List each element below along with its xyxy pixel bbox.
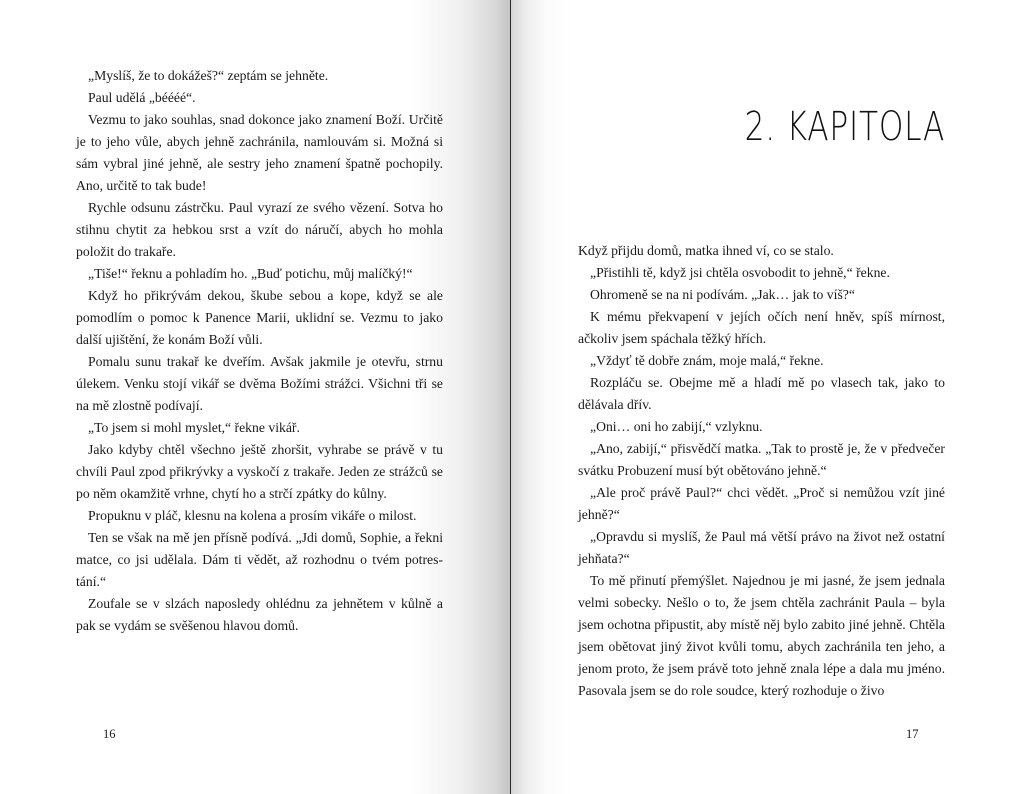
right-page (511, 0, 1021, 794)
paragraph: Když ho přikrývám dekou, škube sebou a kope, když se ale pomodlím o pomoc k Panence Marii, uklidní se. Vezmu to jako další ujištění, že konám Boží vůli. (76, 288, 443, 347)
left-page (0, 0, 510, 794)
paragraph: „Přistihli tě, když jsi chtěla osvobodit to jehně,“ řekne. (590, 265, 890, 280)
paragraph: „Ale proč právě Paul?“ chci vědět. „Proč si nemůžou vzít jiné jehně?“ (578, 485, 945, 522)
paragraph: Paul udělá „béééé“. (88, 90, 196, 105)
right-page-text (578, 240, 945, 702)
paragraph: Zoufale se v slzách naposledy ohlédnu za jehnětem v kůlně a pak se vydám se svěšenou hlavou domů. (76, 596, 443, 633)
paragraph: K mému překvapení v jejích očích není hněv, spíš mírnost, ačkoliv jsem spáchala těžký hřích. (578, 309, 945, 346)
paragraph: Jako kdyby chtěl všechno ještě zhoršit, vyhrabe se právě v tu chvíli Paul zpod přikrývky a vyskočí z trakaře. Jeden ze strážců se po něm okamžitě vrhne, chytí ho a strčí zpátky do kůlny. (76, 442, 443, 501)
paragraph: Rozpláču se. Obejme mě a hladí mě po vlasech tak, jako to dělávala dřív. (578, 375, 945, 412)
paragraph: Propuknu v pláč, klesnu na kolena a prosím vikáře o milost. (88, 508, 417, 523)
paragraph: „Tiše!“ řeknu a pohladím ho. „Buď potichu, můj malíčký!“ (88, 266, 413, 281)
paragraph: Vezmu to jako souhlas, snad dokonce jako znamení Boží. Určitě je to jeho vůle, abych jehně zachránila, namlouvám si. Možná si sám vybral jiné jehně, ale sestry jeho znamení špatně pochopily. Ano, určitě to tak bude! (76, 112, 443, 193)
paragraph: To mě přinutí přemýšlet. Najednou je mi jasné, že jsem jednala velmi sobecky. Nešlo o to, že jsem chtěla zachránit Paula – byla jsem ochotna připustit, aby místě něj bylo zabito jiné jehně. Chtěla jsem obětovat jiný život kvůli tomu, abych zachránila ten jeho, a jenom proto, že jsem právě toto jehně znala lépe a dala mu jméno. Pasovala jsem se do role soudce, který rozhoduje o živo (578, 573, 945, 698)
paragraph: „Oni… oni ho zabijí,“ vzlyknu. (590, 419, 763, 434)
paragraph: Ten se však na mě jen přísně podívá. „Jdi domů, Sophie, a řekni matce, co jsi udělala. Dám ti vědět, až rozhodnu o tvém potrestání.“ (76, 530, 443, 589)
paragraph: „Ano, zabijí,“ přisvědčí matka. „Tak to prostě je, že v předvečer svátku Probuzení musí být obětováno jehně.“ (578, 441, 945, 478)
paragraph: „To jsem si mohl myslet,“ řekne vikář. (88, 420, 300, 435)
paragraph: „Opravdu si myslíš, že Paul má větší právo na život než ostatní jehňata?“ (578, 529, 945, 566)
paragraph: Ohromeně se na ni podívám. „Jak… jak to víš?“ (590, 287, 855, 302)
paragraph: Rychle odsunu zástrčku. Paul vyrazí ze svého vězení. Sotva ho stihnu chytit za hebkou srst a vzít do náručí, abych ho mohla položit do trakaře. (76, 200, 443, 259)
left-page-text (76, 65, 443, 637)
paragraph: „Myslíš, že to dokážeš?“ zeptám se jehněte. (88, 68, 329, 83)
paragraph-first: Když přijdu domů, matka ihned ví, co se stalo. (578, 243, 834, 258)
page-number-right: 17 (906, 727, 919, 741)
paragraph: Pomalu sunu trakař ke dveřím. Avšak jakmile je otevřu, strnu úlekem. Venku stojí vikář se dvěma Božími strážci. Všichni tři se na mě zlostně podívají. (76, 354, 443, 413)
chapter-title: 2. KAPITOLA (744, 104, 945, 150)
paragraph: „Vždyť tě dobře znám, moje malá,“ řekne. (590, 353, 824, 368)
page-number-left: 16 (103, 727, 116, 741)
